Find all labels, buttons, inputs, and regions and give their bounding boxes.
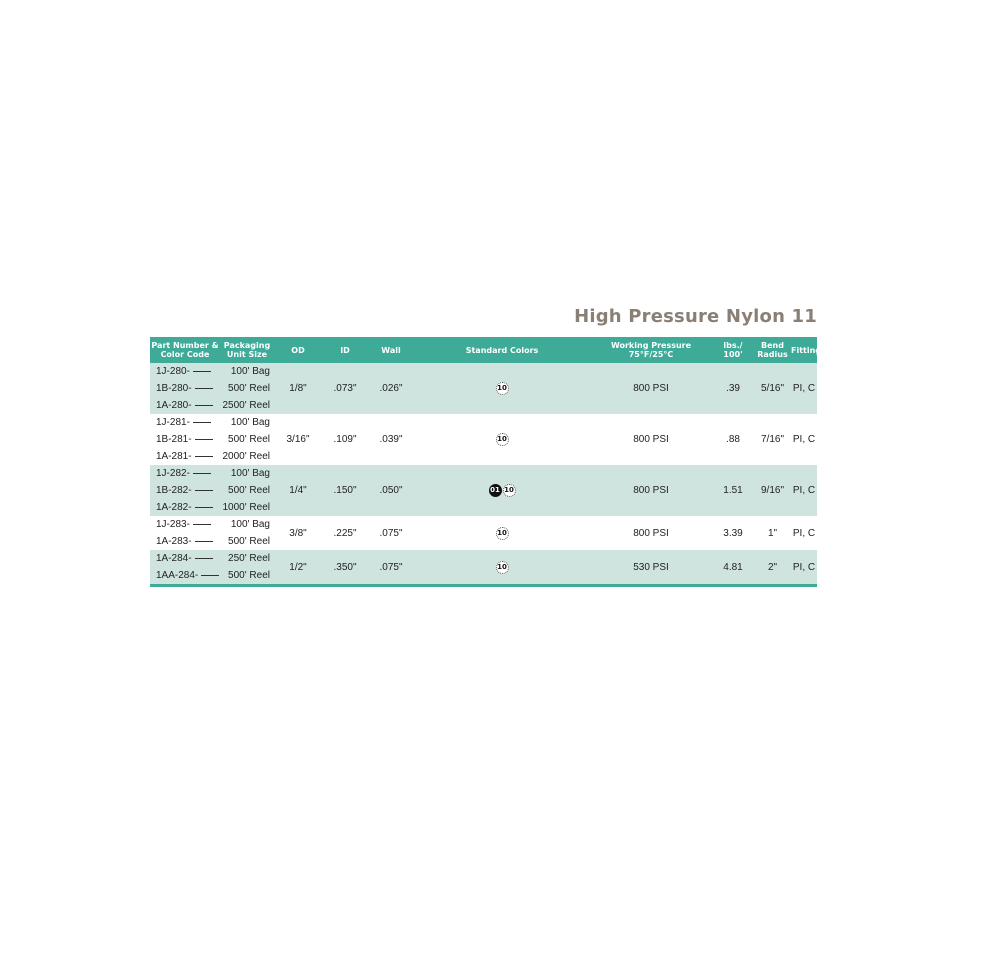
header-packaging (220, 341, 274, 359)
header-bend-line2: Radius (757, 350, 788, 359)
header-lbs-line2: 100' (723, 350, 743, 359)
part-number-line (156, 465, 220, 482)
lbs-cell: 3.39 (723, 527, 743, 539)
part-number-line (156, 533, 220, 550)
header-id: ID (340, 345, 350, 355)
part-number-line (156, 431, 220, 448)
id-cell: .109" (333, 434, 357, 445)
packaging-size: 1000' Reel (222, 502, 270, 513)
fitting-cell: PI, C (792, 527, 816, 539)
standard-colors-cell (414, 561, 590, 574)
color-code-chip: 10 (496, 433, 509, 446)
packaging-size: 500' Reel (228, 536, 270, 547)
wall-cell: .050" (379, 485, 403, 496)
standard-colors-cell (414, 484, 590, 497)
part-number: 1A-280- (156, 400, 192, 411)
part-number-line (156, 363, 220, 380)
part-number: 1A-282- (156, 502, 192, 513)
packaging-cell (220, 363, 274, 414)
packaging-size: 100' Bag (230, 468, 270, 479)
color-code-chip: 10 (496, 561, 509, 574)
color-code-blank (195, 507, 213, 508)
bend-radius-cell: 7/16" (760, 434, 784, 445)
wall-cell: .039" (379, 434, 403, 445)
table-body (150, 363, 817, 584)
working-pressure-cell: 800 PSI (633, 527, 669, 539)
id-cell: .150" (333, 485, 357, 496)
header-part-line2: Color Code (160, 350, 210, 359)
working-pressure-cell: 800 PSI (633, 383, 669, 394)
part-number-line (156, 448, 220, 465)
lbs-cell: .88 (726, 434, 740, 445)
part-number: 1AA-284- (156, 570, 199, 581)
working-pressure-cell: 800 PSI (633, 434, 669, 445)
part-number: 1B-280- (156, 383, 192, 394)
color-code-blank (195, 439, 213, 440)
header-bend-line1: Bend (761, 341, 784, 350)
fitting-cell: PI, C (792, 485, 816, 496)
od-cell: 1/4" (289, 485, 307, 496)
part-number: 1B-281- (156, 434, 192, 445)
bend-radius-cell: 1" (767, 527, 778, 539)
part-number-cell (150, 414, 220, 465)
color-code-blank (193, 473, 211, 474)
packaging-cell (220, 550, 274, 584)
part-number-line (156, 414, 220, 431)
header-wall: Wall (381, 345, 401, 355)
spec-table (150, 337, 822, 587)
standard-colors-cell (414, 433, 590, 446)
wall-cell: .026" (379, 383, 403, 394)
part-number-line (156, 499, 220, 516)
part-number: 1J-282- (156, 468, 190, 479)
packaging-size: 100' Bag (230, 366, 270, 377)
page-title: High Pressure Nylon 11 (574, 306, 817, 327)
part-number: 1J-283- (156, 519, 190, 530)
part-number-line (156, 482, 220, 499)
packaging-size: 2500' Reel (222, 400, 270, 411)
table-row (150, 550, 817, 584)
color-code-chip: 10 (496, 527, 509, 540)
od-cell: 1/8" (289, 383, 307, 394)
od-cell: 1/2" (289, 561, 307, 573)
packaging-size: 500' Reel (228, 434, 270, 445)
table-row (150, 414, 817, 465)
part-number: 1J-281- (156, 417, 190, 428)
color-chips (414, 561, 590, 574)
color-code-chip: 01 (489, 484, 502, 497)
standard-colors-cell (414, 527, 590, 540)
header-working-pressure (590, 341, 712, 359)
wall-cell: .075" (379, 561, 403, 573)
packaging-size: 2000' Reel (222, 451, 270, 462)
color-chips (414, 433, 590, 446)
table-row (150, 516, 817, 550)
color-code-blank (201, 575, 219, 576)
color-code-blank (195, 388, 213, 389)
part-number: 1A-281- (156, 451, 192, 462)
header-standard-colors: Standard Colors (465, 345, 539, 355)
header-part-line1: Part Number & (151, 341, 219, 350)
packaging-cell (220, 516, 274, 550)
part-number: 1A-284- (156, 553, 192, 564)
part-number-line (156, 550, 220, 567)
part-number: 1A-283- (156, 536, 192, 547)
fitting-cell: PI, C (792, 434, 816, 445)
part-number-line (156, 567, 220, 584)
part-number-cell (150, 465, 220, 516)
lbs-cell: .39 (726, 383, 740, 394)
color-code-blank (195, 490, 213, 491)
color-code-blank (195, 558, 213, 559)
part-number: 1J-280- (156, 366, 190, 377)
table-row (150, 465, 817, 516)
fitting-cell: PI, C (792, 383, 816, 394)
working-pressure-cell: 530 PSI (633, 561, 669, 573)
part-number-cell (150, 516, 220, 550)
bend-radius-cell: 2" (767, 561, 778, 573)
packaging-cell (220, 465, 274, 516)
header-part-number (150, 341, 220, 359)
bend-radius-cell: 9/16" (760, 485, 784, 496)
color-chips (414, 527, 590, 540)
color-code-blank (193, 422, 211, 423)
color-code-blank (195, 405, 213, 406)
header-fitting: Fitting (791, 345, 822, 355)
header-wp-line1: Working Pressure (610, 341, 692, 350)
packaging-size: 500' Reel (228, 570, 270, 581)
header-lbs (712, 341, 754, 359)
part-number: 1B-282- (156, 485, 192, 496)
part-number-line (156, 516, 220, 533)
id-cell: .073" (333, 383, 357, 394)
packaging-size: 100' Bag (230, 417, 270, 428)
color-code-blank (195, 456, 213, 457)
fitting-cell: PI, C (792, 561, 816, 573)
packaging-size: 500' Reel (228, 485, 270, 496)
part-number-cell (150, 550, 220, 584)
lbs-cell: 4.81 (723, 561, 743, 573)
id-cell: .225" (333, 527, 357, 539)
bend-radius-cell: 5/16" (760, 383, 784, 394)
color-chips (414, 484, 590, 497)
part-number-line (156, 380, 220, 397)
part-number-line (156, 397, 220, 414)
header-wp-line2: 75°F/25°C (628, 350, 674, 359)
color-code-chip: 10 (496, 382, 509, 395)
packaging-cell (220, 414, 274, 465)
od-cell: 3/8" (289, 527, 307, 539)
table-header (150, 337, 822, 363)
wall-cell: .075" (379, 527, 403, 539)
id-cell: .350" (333, 561, 357, 573)
color-chips (414, 382, 590, 395)
od-cell: 3/16" (286, 434, 310, 445)
working-pressure-cell: 800 PSI (633, 485, 669, 496)
packaging-size: 250' Reel (228, 553, 270, 564)
packaging-size: 100' Bag (230, 519, 270, 530)
header-lbs-line1: lbs./ (723, 341, 743, 350)
packaging-size: 500' Reel (228, 383, 270, 394)
color-code-blank (193, 524, 211, 525)
lbs-cell: 1.51 (723, 485, 743, 496)
color-code-blank (195, 541, 213, 542)
color-code-chip: 10 (503, 484, 516, 497)
header-pack-line1: Packaging (223, 341, 271, 350)
header-bend-radius (754, 341, 791, 359)
header-pack-line2: Unit Size (226, 350, 268, 359)
part-number-cell (150, 363, 220, 414)
color-code-blank (193, 371, 211, 372)
table-row (150, 363, 817, 414)
standard-colors-cell (414, 382, 590, 395)
header-od: OD (291, 345, 305, 355)
